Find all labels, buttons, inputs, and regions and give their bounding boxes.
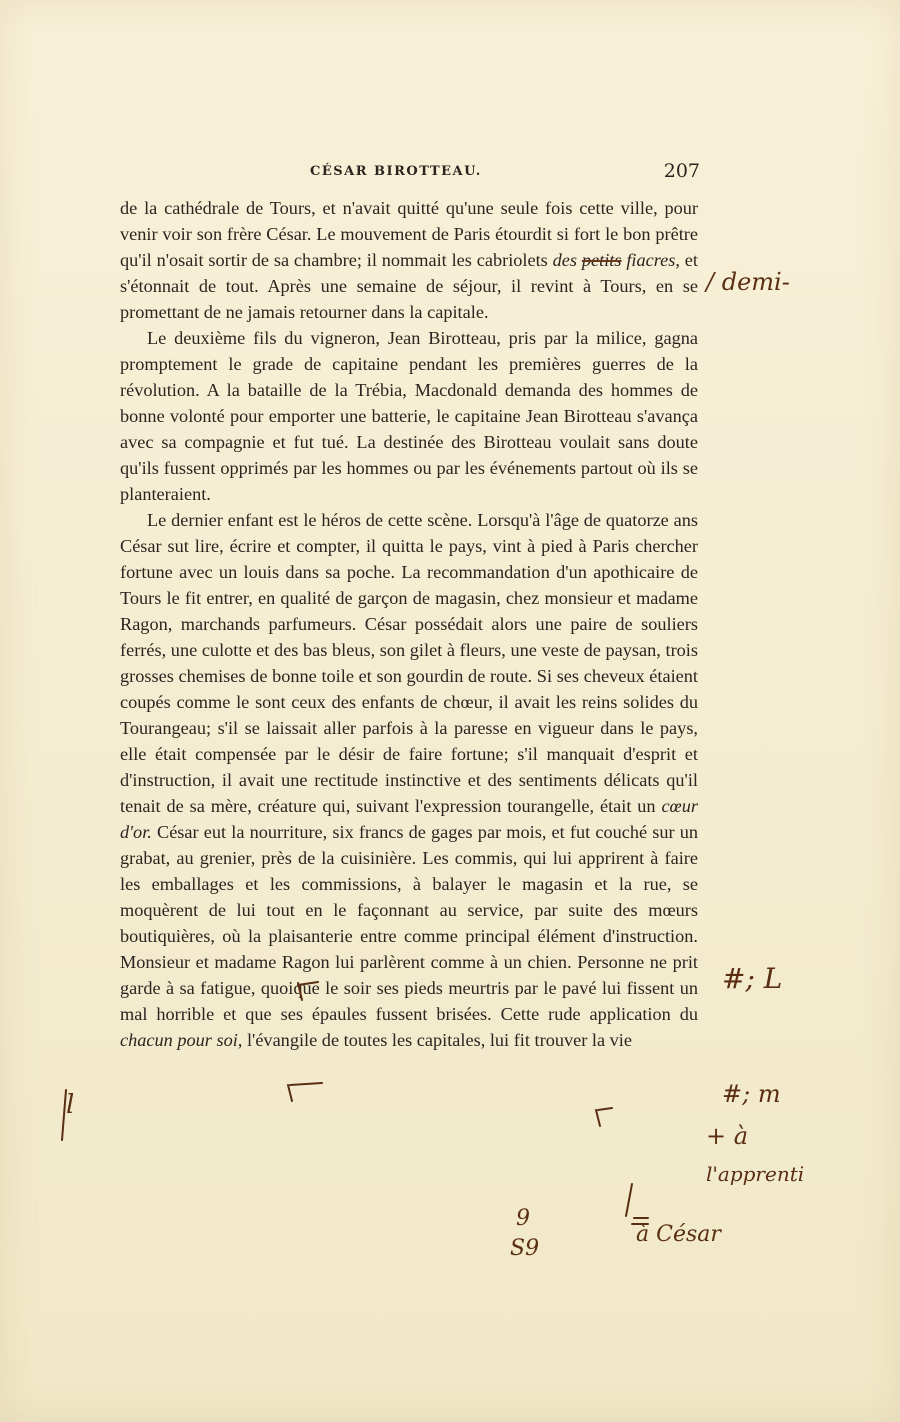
italic-coeur-dor: cœur d'or.	[120, 796, 698, 842]
insertion-mark-4	[626, 1184, 632, 1216]
left-margin-note: l	[66, 1090, 75, 1120]
margin-note-hash-l: #; L	[722, 962, 783, 995]
margin-note-plus: + à	[706, 1122, 749, 1150]
bottom-note-s9: S9	[510, 1236, 540, 1261]
paragraph-1-text: de la cathédrale de Tours, et n'avait quitté qu'une seule fois cette ville, pour venir voir son frère César. Le mouvement de Paris étourdit si fort le bon prêtre qu'il n'osait sortir de sa chambre; il nommait les cabriolets	[120, 198, 698, 270]
insertion-mark-3	[596, 1108, 612, 1126]
italic-fiacres: fiacres	[626, 250, 676, 270]
paragraph-3-text-end: l'évangile de toutes les capitales, lui fit trouver la vie	[242, 1030, 632, 1050]
italic-chacun-pour-soi: chacun pour soi,	[120, 1030, 243, 1050]
left-margin-stroke	[62, 1090, 66, 1140]
page-number: 207	[663, 160, 700, 182]
paragraph-3-text-middle: César eut la nourriture, six francs de gages par mois, et fut couché sur un grabat, au grenier, près de la cuisinière. Les commis, qui lui apprirent à faire les emballages et les commissions, à balayer le magasin et la rue, se moquèrent de lui tout en le façonnant au service, par suite des mœurs boutiquières, où la plaisanterie entre comme principal élément d'instruction. Monsieur et madame Ragon lui parlèrent comme à un chien. Personne ne prit garde à sa fatigue, quoique le soir ses pieds meurtris par le pavé lui fissent un mal horrible et que ses épaules fussent brisées. Cette rude application du	[120, 822, 698, 1024]
margin-note-apprenti: l'apprenti	[706, 1162, 805, 1186]
running-title: CÉSAR BIROTTEAU.	[310, 164, 482, 179]
struck-word: petits	[581, 250, 622, 270]
margin-note-a-cesar: à César	[636, 1222, 721, 1247]
bottom-note-9: 9	[516, 1206, 530, 1231]
insertion-mark-1	[298, 982, 318, 1000]
double-underline-mark	[632, 1218, 648, 1224]
insertion-mark-2	[288, 1083, 322, 1101]
margin-note-demi: / demi-	[706, 268, 790, 296]
paragraph-1-text-end: , et s'étonnait de tout. Après une semaine de séjour, il revint à Tours, en se promettant de ne jamais retourner dans la capitale.	[120, 250, 698, 322]
margin-note-hash-m: #; m	[722, 1080, 781, 1108]
paragraph-2: Le deuxième fils du vigneron, Jean Birotteau, pris par la milice, gagna promptement le grade de capitaine pendant les premières guerres de la révolution. A la bataille de la Trébia, Macdonald demanda des hommes de bonne volonté pour emporter une batterie, le capitaine Jean Birotteau s'avança avec sa compagnie et fut tué. La destinée des Birotteau voulait sans doute qu'ils fussent opprimés par les hommes ou par les événements partout où ils se planteraient.	[120, 328, 698, 504]
paragraph-3-text: Le dernier enfant est le héros de cette scène. Lorsqu'à l'âge de quatorze ans César sut lire, écrire et compter, il quitta le pays, vint à pied à Paris chercher fortune avec un louis dans sa poche. La recommandation d'un apothicaire de Tours le fit entrer, en qualité de garçon de magasin, chez monsieur et madame Ragon, marchands parfumeurs. César possédait alors une paire de souliers ferrés, une culotte et des bas bleus, son gilet à fleurs, une veste de paysan, trois grosses chemises de bonne toile et son gourdin de route. Si ses cheveux étaient coupés comme le sont ceux des enfants de chœur, il avait les reins solides du Tourangeau; s'il se laissait aller parfois à la paresse en vigueur dans le pays, elle était compensée par le désir de faire fortune; s'il manquait d'esprit et d'instruction, il avait une rectitude instinctive et des sentiments délicats qu'il tenait de sa mère, créature qui, suivant l'expression tourangelle, était un	[120, 510, 698, 816]
italic-des: des	[552, 250, 578, 270]
